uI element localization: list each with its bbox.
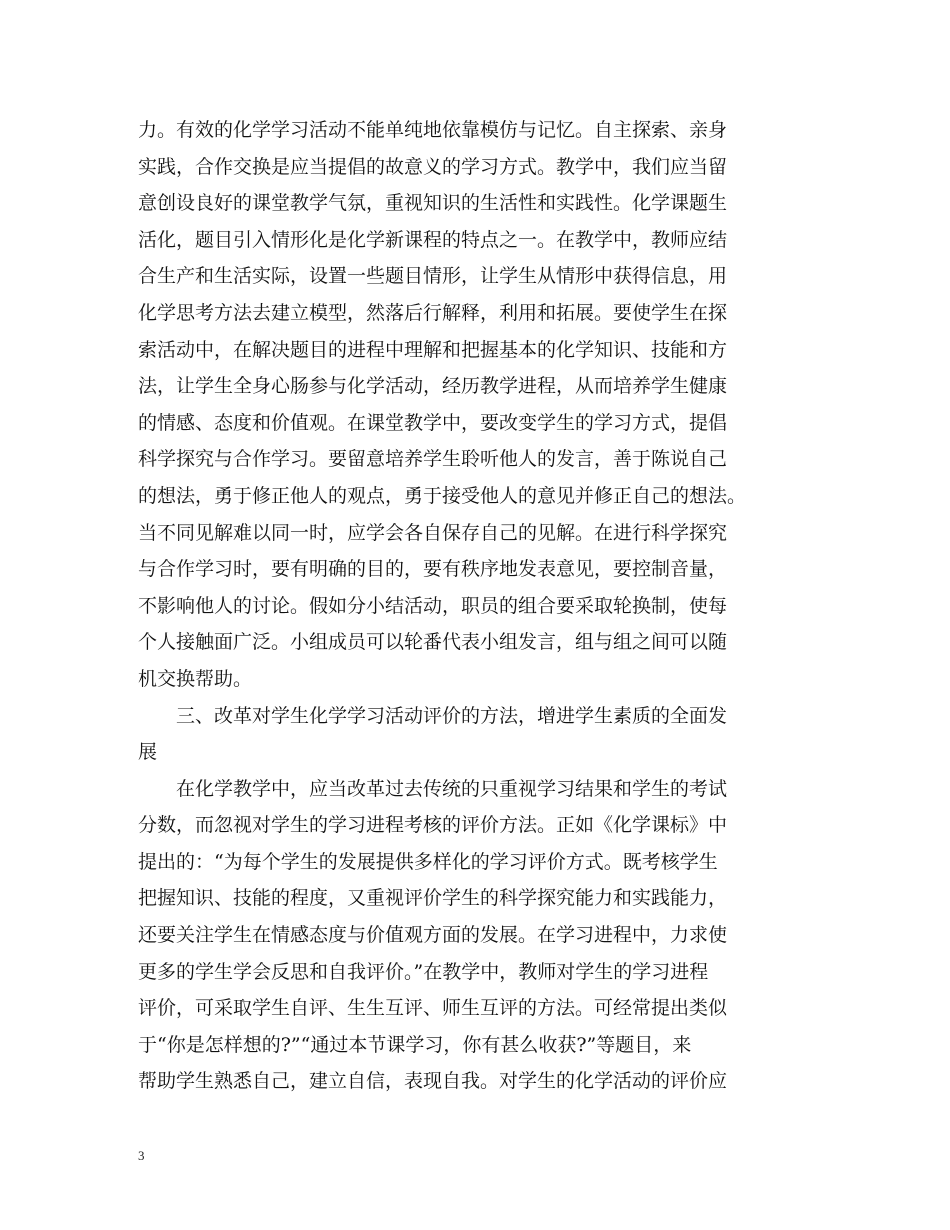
text-line: 合生产和生活实际，设置一些题目情形，让学生从情形中获得信息，用 [138,265,728,288]
text-line: 提出的：“为每个学生的发展提供多样化的学习评价方式。既考核学生 [138,850,718,873]
text-line: 分数，而忽视对学生的学习进程考核的评价方法。正如《化学课标》中 [138,814,728,837]
text-line: 科学探究与合作学习。要留意培养学生聆听他人的发言，善于陈说自己 [138,448,728,471]
section-heading-continuation: 展 [138,741,158,764]
text-line: 把握知识、技能的程度，又重视评价学生的科学探究能力和实践能力， [138,887,728,910]
section-heading: 三、改革对学生化学学习活动评价的方法，增进学生素质的全面发 [176,704,728,727]
text-line: 意创设良好的课堂教学气氛，重视知识的生活性和实践性。化学课题生 [138,192,728,215]
text-line: 于“你是怎样想的?”“通过本节课学习，你有甚么收获?”等题目，来 [138,1033,692,1056]
text-line: 法，让学生全身心肠参与化学活动，经历教学进程，从而培养学生健康 [138,375,728,398]
text-line: 实践，合作交换是应当提倡的故意义的学习方式。教学中，我们应当留 [138,155,728,178]
text-line: 在化学教学中，应当改革过去传统的只重视学习结果和学生的考试 [176,777,728,800]
page-number: 3 [138,1148,145,1163]
text-line: 的情感、态度和价值观。在课堂教学中，要改变学生的学习方式，提倡 [138,411,728,434]
text-line: 当不同见解难以同一时，应学会各自保存自己的见解。在进行科学探究 [138,521,728,544]
text-line: 活化，题目引入情形化是化学新课程的特点之一。在教学中，教师应结 [138,228,728,251]
text-line: 还要关注学生在情感态度与价值观方面的发展。在学习进程中，力求使 [138,924,728,947]
text-line: 力。有效的化学学习活动不能单纯地依靠模仿与记忆。自主探索、亲身 [138,119,728,141]
text-line: 机交换帮助。 [138,667,253,690]
body-text [138,112,828,1100]
text-line: 更多的学生学会反思和自我评价。”在教学中，教师对学生的学习进程 [138,960,709,983]
text-line: 个人接触面广泛。小组成员可以轮番代表小组发言，组与组之间可以随 [138,631,728,654]
text-line: 帮助学生熟悉自己，建立自信，表现自我。对学生的化学活动的评价应 [138,1070,728,1093]
text-line: 不影响他人的讨论。假如分小结活动，职员的组合要采取轮换制，使每 [138,594,728,617]
text-line: 评价，可采取学生自评、生生互评、师生互评的方法。可经常提出类似 [138,997,728,1020]
text-line: 化学思考方法去建立模型，然落后行解释，利用和拓展。要使学生在探 [138,301,728,324]
text-line: 与合作学习时，要有明确的目的，要有秩序地发表意见，要控制音量， [138,558,728,581]
text-line: 的想法，勇于修正他人的观点，勇于接受他人的意见并修正自己的想法。 [138,484,747,507]
text-line: 索活动中，在解决题目的进程中理解和把握基本的化学知识、技能和方 [138,338,728,361]
